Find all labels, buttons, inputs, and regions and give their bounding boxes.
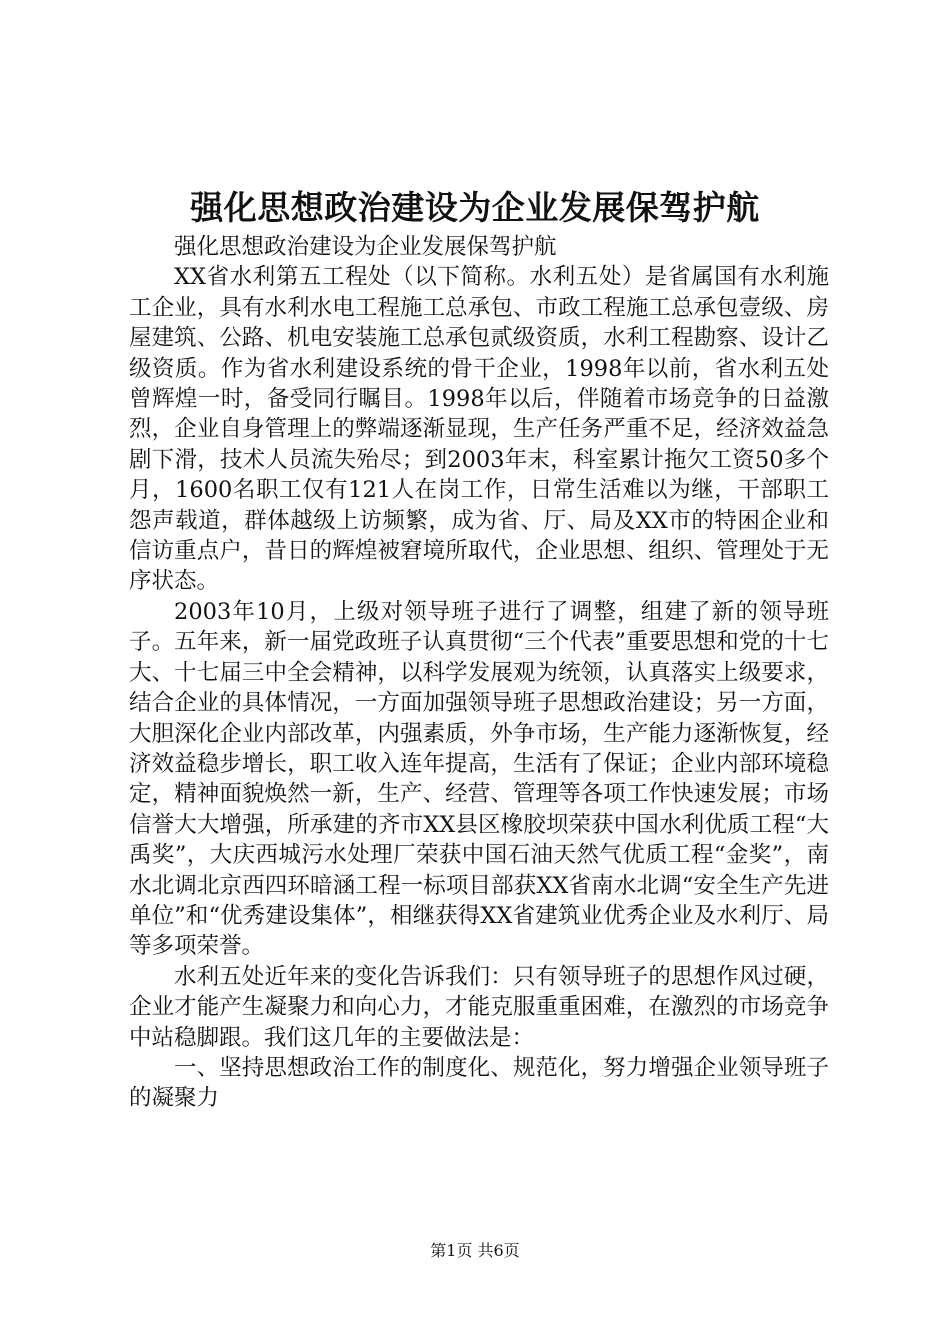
- body-paragraph: 水利五处近年来的变化告诉我们：只有领导班子的思想作风过硬，企业才能产生凝聚力和向心力，才能克服重重困难，在激烈的市场竞争中站稳脚跟。我们这几年的主要做法是：: [129, 963, 829, 1051]
- body-paragraph: XX省水利第五工程处（以下简称。水利五处）是省属国有水利施工企业，具有水利水电工程施工总承包、市政工程施工总承包壹级、房屋建筑、公路、机电安装施工总承包贰级资质，水利工程勘察、设计乙级资质。作为省水利建设系统的骨干企业，1998年以前，省水利五处曾辉煌一时，备受同行瞩目。1998年以后，伴随着市场竞争的日益激烈，企业自身管理上的弊端逐渐显现，生产任务严重不足，经济效益急剧下滑，技术人员流失殆尽；到2003年末，科室累计拖欠工资50多个月，1600名职工仅有121人在岗工作，日常生活难以为继，干部职工怨声载道，群体越级上访频繁，成为省、厅、局及XX市的特困企业和信访重点户，昔日的辉煌被窘境所取代，企业思想、组织、管理处于无序状态。: [129, 264, 829, 595]
- document-title: 强化思想政治建设为企业发展保驾护航: [190, 188, 760, 227]
- page-number-footer: 第1页 共6页: [430, 1241, 520, 1260]
- body-paragraph: 2003年10月，上级对领导班子进行了调整，组建了新的领导班子。五年来，新一届党政班子认真贯彻“三个代表”重要思想和党的十七大、十七届三中全会精神，以科学发展观为统领，认真落实上级要求，结合企业的具体情况，一方面加强领导班子思想政治建设；另一方面，大胆深化企业内部改革，内强素质，外争市场，生产能力逐渐恢复，经济效益稳步增长，职工收入连年提高，生活有了保证；企业内部环境稳定，精神面貌焕然一新，生产、经营、管理等各项工作快速发展；市场信誉大大增强，所承建的齐市XX县区橡胶坝荣获中国水利优质工程“大禹奖”，大庆西城污水处理厂荣获中国石油天然气优质工程“金奖”，南水北调北京西四环暗涵工程一标项目部获XX省南水北调“安全生产先进单位”和“优秀建设集体”，相继获得XX省建筑业优秀企业及水利厅、局等多项荣誉。: [129, 598, 829, 960]
- body-paragraph: 强化思想政治建设为企业发展保驾护航: [174, 234, 557, 260]
- document-body: [129, 232, 829, 1114]
- body-paragraph: 一、坚持思想政治工作的制度化、规范化，努力增强企业领导班子的凝聚力: [129, 1054, 829, 1112]
